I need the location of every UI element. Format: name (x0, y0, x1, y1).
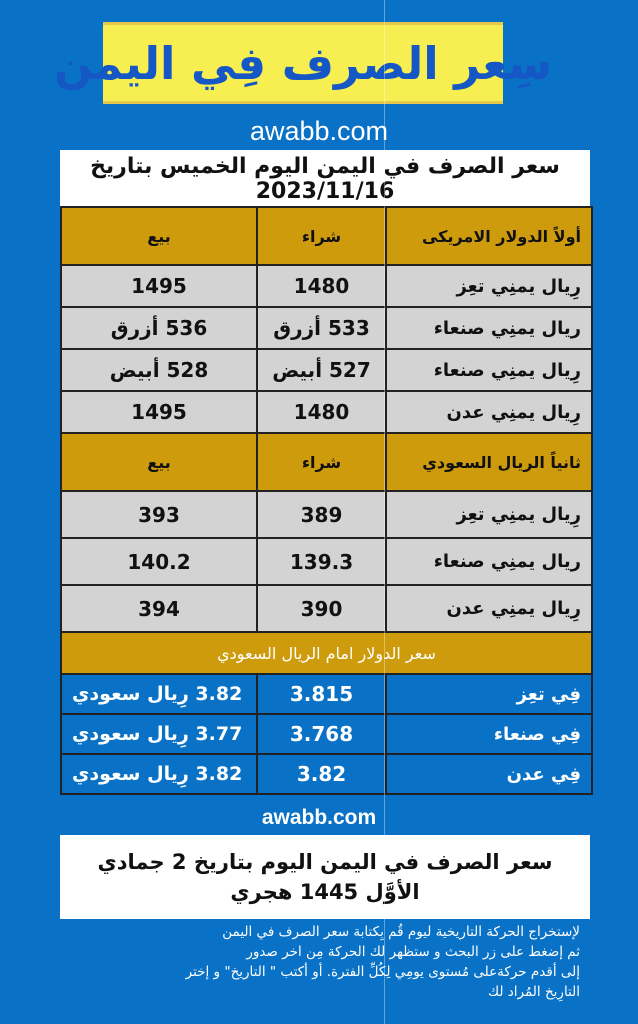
table-row (61, 674, 592, 714)
table-row (61, 491, 592, 538)
usd-header-row (61, 207, 592, 265)
row-rate-text: 3.82 رِيال سعودي (61, 754, 257, 794)
row-buy: 527 أبيض (257, 349, 386, 391)
row-buy: 139.3 (257, 538, 386, 585)
rates-table (60, 206, 593, 795)
row-sell: 394 (61, 585, 257, 632)
row-rate: 3.82 (257, 754, 386, 794)
row-rate-text: 3.82 رِيال سعودي (61, 674, 257, 714)
title-banner (54, 22, 552, 104)
sar-sell-header: بيع (61, 433, 257, 491)
divider-line (384, 0, 385, 1024)
site-name: awabb.com (249, 116, 389, 146)
row-sell: 536 أزرق (61, 307, 257, 349)
table-row (61, 714, 592, 754)
usd-sar-header-row (61, 632, 592, 674)
row-city: ريال يمنِي صنعاء (386, 307, 592, 349)
row-buy: 1480 (257, 265, 386, 307)
table-row (61, 265, 592, 307)
sar-header-row (61, 433, 592, 491)
row-city: ريال يمنِي صنعاء (386, 538, 592, 585)
sar-buy-header: شراء (257, 433, 386, 491)
row-city: فِي تعِز (386, 674, 592, 714)
usd-section-label: أولاً الدولار الامريكى (386, 207, 592, 265)
usd-sell-header: بيع (61, 207, 257, 265)
note-line: التارِيخ المُراد لك (488, 984, 580, 1000)
row-buy: 1480 (257, 391, 386, 433)
table-row (61, 754, 592, 794)
row-sell: 528 أبيض (61, 349, 257, 391)
note-line: ثم إضغط على زر البحث و ستظهر لك الحركة مِن اخر صدور (246, 944, 580, 960)
row-sell: 140.2 (61, 538, 257, 585)
table-row (61, 585, 592, 632)
row-buy: 390 (257, 585, 386, 632)
hijri-date-title: سعر الصرف في اليمن اليوم بتاريخ 2 جمادي الأوَّل 1445 هجري (60, 835, 590, 919)
page-title: سعر الصرف في اليمن اليوم الخميس بتاريخ 2023/11/16 (60, 150, 590, 207)
row-city: رِيال يمنِي تعِز (386, 491, 592, 538)
instructions-note (80, 922, 580, 1002)
row-rate: 3.815 (257, 674, 386, 714)
usd-sar-label: سعر الدولار امام الريال السعودي (61, 632, 592, 674)
row-city: رِيال يمنِي صنعاء (386, 349, 592, 391)
row-city: رِيال يمنِي تعِز (386, 265, 592, 307)
table-row (61, 307, 592, 349)
banner-title: سِعر الصرف فِي اليمن (54, 36, 552, 90)
row-city: فِي عدن (386, 754, 592, 794)
row-sell: 1495 (61, 265, 257, 307)
sar-section-label: ثانياً الريال السعودي (386, 433, 592, 491)
row-buy: 389 (257, 491, 386, 538)
row-city: رِيال يمنِي عدن (386, 391, 592, 433)
note-line: لإستخراج الحركة التاريخية ليوم قُم بِكتابة سعر الصرف في اليمن (222, 924, 580, 940)
table-row (61, 391, 592, 433)
row-rate: 3.768 (257, 714, 386, 754)
note-line: إلى أقدم حركةعلى مُستوى يومِي لِكُلِّ الفترة. أو أكتب " التاريخ" و إختر (185, 964, 580, 980)
table-row (61, 349, 592, 391)
row-city: فِي صنعاء (386, 714, 592, 754)
usd-buy-header: شراء (257, 207, 386, 265)
row-rate-text: 3.77 رِيال سعودي (61, 714, 257, 754)
row-sell: 1495 (61, 391, 257, 433)
row-buy: 533 أزرق (257, 307, 386, 349)
row-city: رِيال يمنِي عدن (386, 585, 592, 632)
table-row (61, 538, 592, 585)
site-name-bottom: awabb.com (261, 806, 377, 829)
row-sell: 393 (61, 491, 257, 538)
